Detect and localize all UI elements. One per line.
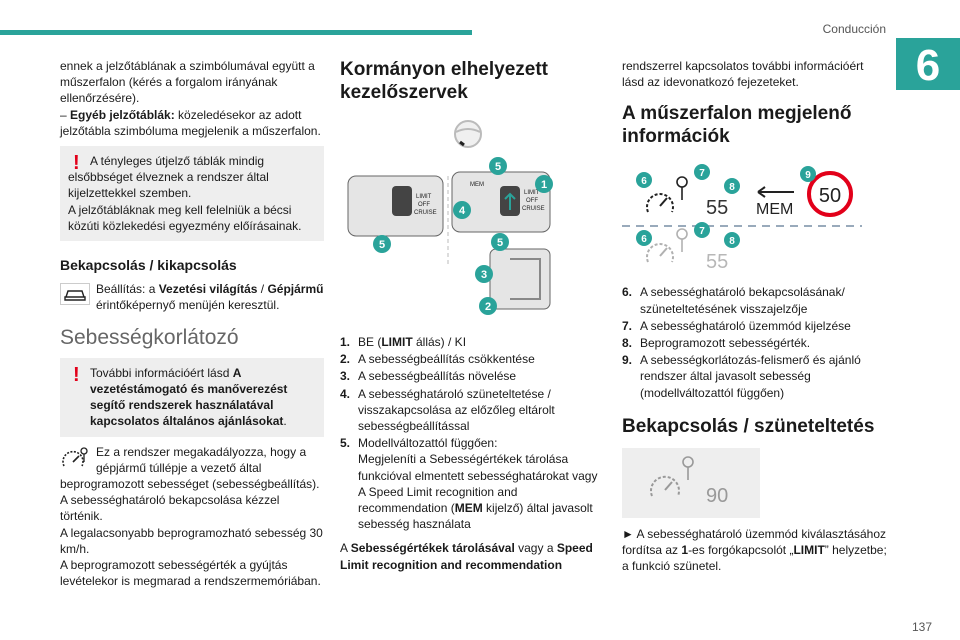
svg-text:OFF: OFF [526,198,538,204]
callout-7a [694,164,710,180]
callout-8b [724,232,740,248]
column-left [60,58,324,595]
callout-2 [479,297,497,315]
section-title-controls: Kormányon elhelyezett kezelőszervek [340,59,548,103]
activation-step: ► A sebességhatároló üzemmód kiválasztásához fordítsa az 1-es forgókapcsolót „LIMIT” helyzetbe; a funkció szünetel. [622,526,887,574]
svg-text:6: 6 [641,176,647,188]
svg-text:4: 4 [458,205,466,217]
svg-text:5: 5 [494,161,502,173]
lever-left [348,176,443,236]
footer-paragraph: A Sebességértékek tárolásával vagy a Speed Limit recognition and recommendation [340,541,593,572]
steering-controls-illustration [340,114,560,324]
lever-label-cruise: CRUISE [414,210,437,216]
lever-button-detail [490,249,550,309]
display-list [622,284,888,400]
car-icon [60,283,90,305]
callout-4 [453,201,471,219]
callout-7b [694,222,710,238]
callout-1 [535,175,553,193]
callout-5a [489,157,507,175]
callout-5c [491,233,509,251]
svg-text:2: 2 [484,301,492,313]
section-title-display: A műszerfalon megjelenő információk [622,103,852,148]
steering-wheel-icon [455,121,481,147]
svg-text:7: 7 [699,168,705,180]
section-title-speed-limiter: Sebességkorlátozó [60,325,239,349]
list-item: 4. A sebességhatároló szüneteltetése / visszakapcsolása az előzőleg eltárolt sebességbeállítással [340,386,555,434]
lever-label-mem: MEM [470,182,484,188]
section-heading-switch: Bekapcsolás / kikapcsolás [60,257,237,274]
list-item: 2. A sebességbeállítás csökkentése [340,352,535,367]
speed-limiter-icon [60,446,90,472]
page-header-title: Conducción [822,22,886,36]
display-speed: 55 [706,197,729,220]
svg-text:LIMIT: LIMIT [524,190,540,196]
lever-right [452,172,550,232]
section-title-activation: Bekapcsolás / szüneteltetés [622,415,875,437]
column-middle [340,58,602,573]
list-item: 3. A sebességbeállítás növelése [340,369,517,384]
limiter-description: Ez a rendszer megakadályozza, hogy a gépjármű túllépje a vezető által beprogramozott sebességet (sebességbeállítás). A sebességhatároló bekapcsolása kézzel történik. A legalacsonyabb beprogramozható sebesség 30 km/h. A beprogramozott sebességérték a gyújtás levételekor is megmarad a rendszermemóriában. [60,444,323,589]
settings-row: Beállítás: a Vezetési világítás / Gépjármű érintőképernyő menüjén keresztül. [60,281,324,313]
column-right [622,58,888,574]
instrument-display-illustration [622,158,862,276]
callout-3 [475,265,493,283]
callout-6a [636,172,652,188]
svg-text:9: 9 [805,170,811,182]
svg-text:CRUISE: CRUISE [522,206,545,212]
list-item: 5. Modellváltozattól függően: Megjeleníti a Sebességértékek tárolása funkcióval elmentett sebességhatárokat vagy A Speed Limit recognition and recommendation (MEM kijelző) által javasolt sebesség használata [340,436,598,532]
list-item: 9. A sebességkorlátozás-felismerő és ajánló rendszer által javasolt sebesség (modellváltozattól függően) [622,353,861,400]
warning-note: ! A tényleges útjelző táblák mindig elsőbbséget élveznek a rendszer által kijelzettekkel szemben. A jelzőtábláknak meg kell felelniük a bécsi közúti közlekedési egyezmény előírásainak. [60,146,324,241]
display-active [622,173,862,273]
callout-5b [373,235,391,253]
list-item: 1. BE (LIMIT állás) / KI [340,335,467,349]
page-number: 137 [911,620,932,634]
intro-paragraph: ennek a jelzőtáblának a szimbólumával együtt a műszerfalon (kérés a forgalom irányának ellenőrzésére). [60,59,315,106]
lever-label-limit: LIMIT [416,194,432,200]
list-item: 8. Beprogramozott sebességérték. [622,336,811,351]
svg-text:7: 7 [699,226,705,238]
callout-8a [724,178,740,194]
chapter-badge: 6 [896,38,960,90]
lever-label-off: OFF [418,202,430,208]
info-note: ! További információért lásd A vezetéstámogató és manőverezést segítő rendszerek használatával kapcsolatos általános ajánlásokat. [60,358,324,437]
svg-text:8: 8 [729,182,735,194]
paused-speed: 90 [706,484,729,507]
svg-text:8: 8 [729,236,735,248]
header-accent-bar [0,30,472,35]
list-item: 7. A sebességhatároló üzemmód kijelzése [622,318,851,333]
display-limit: 50 [818,185,842,208]
svg-text:6: 6 [641,234,647,246]
controls-list [340,334,602,532]
list-item: 6. A sebességhatároló bekapcsolásának/ szüneteltetésének visszajelzője [622,285,845,316]
display-mem: MEM [756,201,794,219]
svg-text:5: 5 [378,239,386,251]
svg-text:3: 3 [480,269,488,281]
paused-display-illustration [622,448,760,518]
svg-text:5: 5 [496,237,504,249]
callout-6b [636,230,652,246]
svg-text:1: 1 [540,179,548,191]
other-signs-paragraph: – Egyéb jelzőtáblák: közeledésekor az adott jelzőtábla szimbóluma megjelenik a műszerfalon. [60,107,321,138]
display-speed-paused: 55 [706,251,729,274]
intro-paragraph: rendszerrel kapcsolatos további információért lásd az idevonatkozó fejezeteket. [622,59,864,90]
warning-icon: ! [73,152,80,175]
warning-icon: ! [73,363,80,386]
callout-9 [800,166,816,182]
